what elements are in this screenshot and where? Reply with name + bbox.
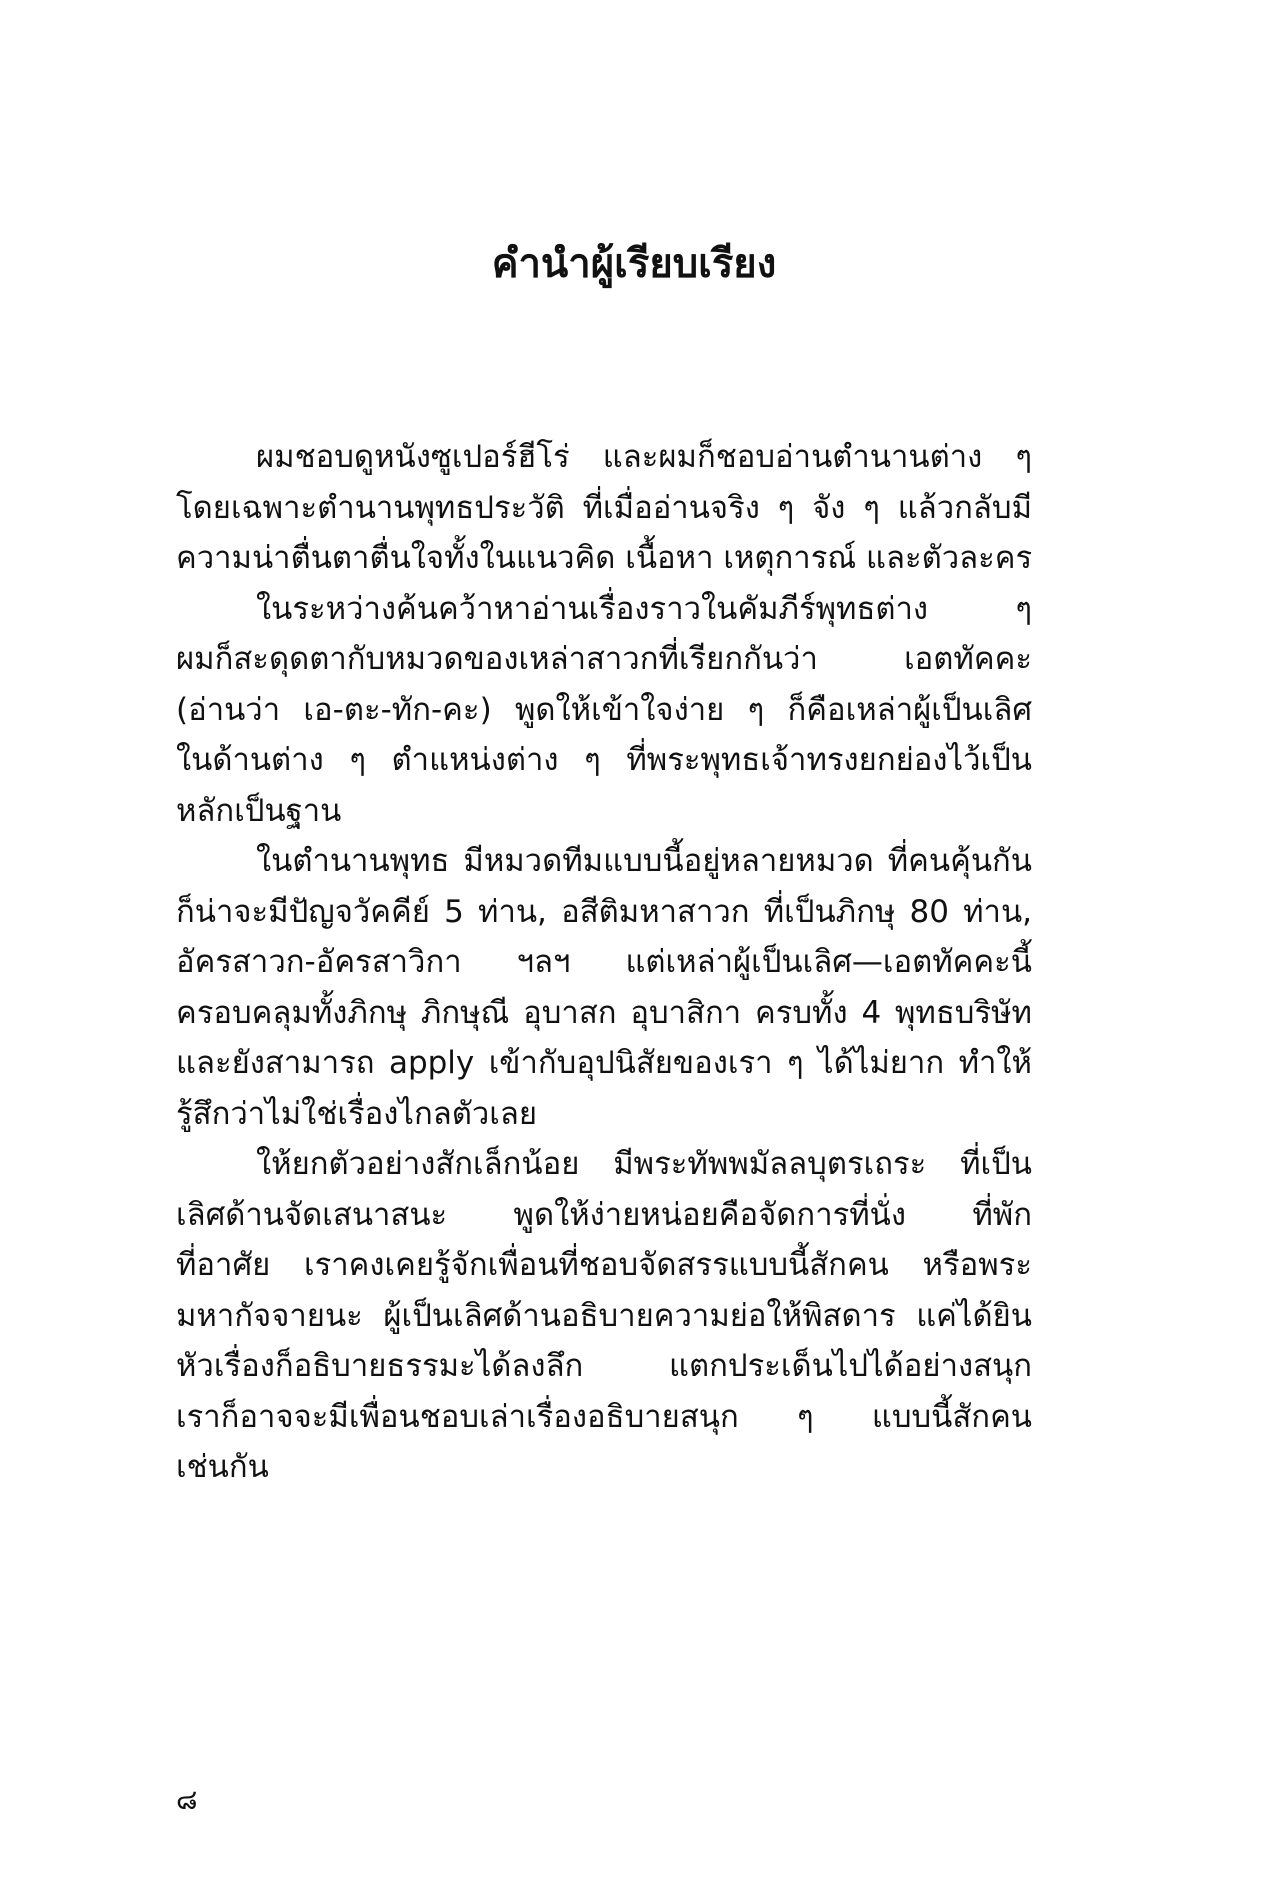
paragraph-1 — [176, 432, 1032, 584]
text-line: ในระหว่างค้นคว้าหาอ่านเรื่องราวในคัมภีร์พุทธต่าง ๆ — [256, 590, 1032, 627]
text-line: ก็น่าจะมีปัญจวัคคีย์ 5 ท่าน, อสีติมหาสาวก ที่เป็นภิกษุ 80 ท่าน, — [176, 893, 1032, 930]
text-line: ที่อาศัย เราคงเคยรู้จักเพื่อนที่ชอบจัดสรรแบบนี้สักคน หรือพระ — [176, 1247, 1032, 1283]
page-number: ๘ — [176, 1783, 198, 1816]
text-line: ครอบคลุมทั้งภิกษุ ภิกษุณี อุบาสก อุบาสิกา ครบทั้ง 4 พุทธบริษัท — [176, 994, 1032, 1031]
body-text — [176, 432, 1032, 1493]
text-line: (อ่านว่า เอ-ตะ-ทัก-คะ) พูดให้เข้าใจง่าย ๆ ก็คือเหล่าผู้เป็นเลิศ — [176, 691, 1032, 728]
text-line: ในด้านต่าง ๆ ตำแหน่งต่าง ๆ ที่พระพุทธเจ้าทรงยกย่องไว้เป็น — [176, 742, 1032, 778]
text-line: อัครสาวก-อัครสาวิกา ฯลฯ แต่เหล่าผู้เป็นเลิศ—เอตทัคคะนี้ — [176, 944, 1032, 980]
text-line: เช่นกัน — [176, 1449, 269, 1485]
text-line: โดยเฉพาะตำนานพุทธประวัติ ที่เมื่ออ่านจริง ๆ จัง ๆ แล้วกลับมี — [176, 489, 1033, 526]
text-line: เลิศด้านจัดเสนาสนะ พูดให้ง่ายหน่อยคือจัดการที่นั่ง ที่พัก — [176, 1196, 1032, 1233]
text-line: หลักเป็นฐาน — [176, 792, 342, 829]
paragraph-2 — [176, 584, 1032, 837]
paragraph-4 — [176, 1139, 1032, 1493]
text-line: รู้สึกว่าไม่ใช่เรื่องไกลตัวเลย — [176, 1095, 538, 1132]
paragraph-3 — [176, 836, 1032, 1139]
text-line: และยังสามารถ apply เข้ากับอุปนิสัยของเรา ๆ ได้ไม่ยาก ทำให้ — [176, 1045, 1032, 1081]
text-line: มหากัจจายนะ ผู้เป็นเลิศด้านอธิบายความย่อให้พิสดาร แค่ได้ยิน — [176, 1297, 1032, 1334]
text-line: ผมชอบดูหนังซูเปอร์ฮีโร่ และผมก็ชอบอ่านตำนานต่าง ๆ — [256, 439, 1032, 475]
page-title: คำนำผู้เรียบเรียง — [491, 240, 777, 287]
text-line: ในตำนานพุทธ มีหมวดทีมแบบนี้อยู่หลายหมวด ที่คนคุ้นกัน — [256, 843, 1032, 879]
text-line: ความน่าตื่นตาตื่นใจทั้งในแนวคิด เนื้อหา เหตุการณ์ และตัวละคร — [176, 540, 1033, 576]
text-line: หัวเรื่องก็อธิบายธรรมะได้ลงลึก แตกประเด็นไปได้อย่างสนุก — [176, 1348, 1032, 1384]
text-line: ให้ยกตัวอย่างสักเล็กน้อย มีพระทัพพมัลลบุตรเถระ ที่เป็น — [256, 1146, 1032, 1182]
text-line: ผมก็สะดุดตากับหมวดของเหล่าสาวกที่เรียกกันว่า เอตทัคคะ — [176, 641, 1032, 677]
text-line: เราก็อาจจะมีเพื่อนชอบเล่าเรื่องอธิบายสนุก ๆ แบบนี้สักคน — [176, 1398, 1032, 1435]
